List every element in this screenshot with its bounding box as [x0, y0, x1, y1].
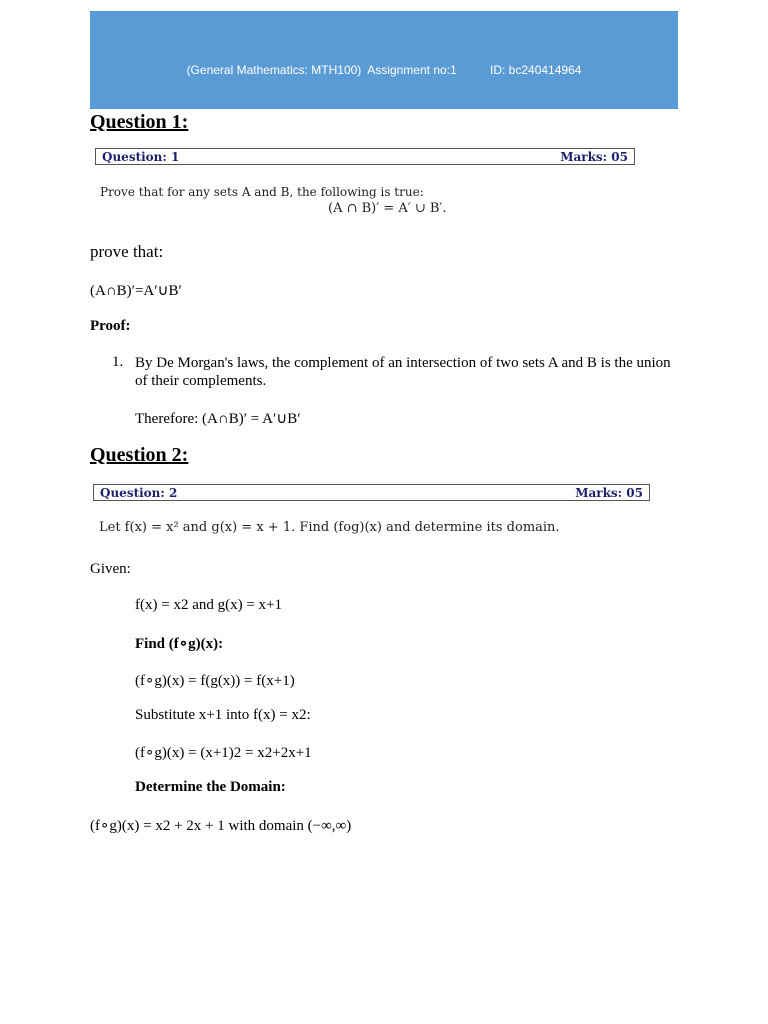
given-functions: f(x) = x2 and g(x) = x+1 — [135, 597, 283, 613]
list-item-number: 1. — [112, 354, 124, 370]
given-label: Given: — [90, 561, 131, 577]
substitute-step: Substitute x+1 into f(x) = x2: — [135, 707, 311, 723]
question-1-formula: (A ∩ B)′ = A′ ∪ B′. — [328, 201, 447, 216]
prove-that-text: prove that: — [90, 242, 164, 261]
domain-label: Determine the Domain: — [135, 779, 286, 795]
find-label: Find (f∘g)(x): — [135, 636, 224, 652]
header-text: (General Mathematics: MTH100) Assignment no:1 ID: bc240414964 — [186, 63, 582, 77]
question-1-heading: Question 1: — [90, 111, 189, 133]
question-2-statement: Let f(x) = x² and g(x) = x + 1. Find (fog)(x) and determine its domain. — [99, 520, 560, 535]
final-answer: (f∘g)(x) = x2 + 2x + 1 with domain (−∞,∞) — [90, 818, 352, 834]
composition-step: (f∘g)(x) = f(g(x)) = f(x+1) — [135, 673, 295, 689]
question-2-box — [93, 484, 650, 501]
question-2-box-label: Question: 2 — [100, 486, 178, 500]
question-1-statement: Prove that for any sets A and B, the following is true: — [100, 185, 424, 199]
question-1-box — [95, 148, 635, 165]
question-2-marks: Marks: 05 — [575, 486, 643, 500]
therefore-text: Therefore: (A∩B)′ = A′∪B′ — [135, 411, 301, 427]
question-1-marks: Marks: 05 — [560, 150, 628, 164]
q1-expression: (A∩B)′=A′∪B′ — [90, 283, 182, 299]
proof-label: Proof: — [90, 318, 131, 334]
list-item-text: By De Morgan's laws, the complement of an intersection of two sets A and B is the union of their complements. — [135, 355, 671, 389]
question-2-heading: Question 2: — [90, 444, 189, 466]
question-1-box-label: Question: 1 — [102, 150, 180, 164]
expansion-step: (f∘g)(x) = (x+1)2 = x2+2x+1 — [135, 745, 312, 761]
header-banner — [90, 11, 678, 109]
